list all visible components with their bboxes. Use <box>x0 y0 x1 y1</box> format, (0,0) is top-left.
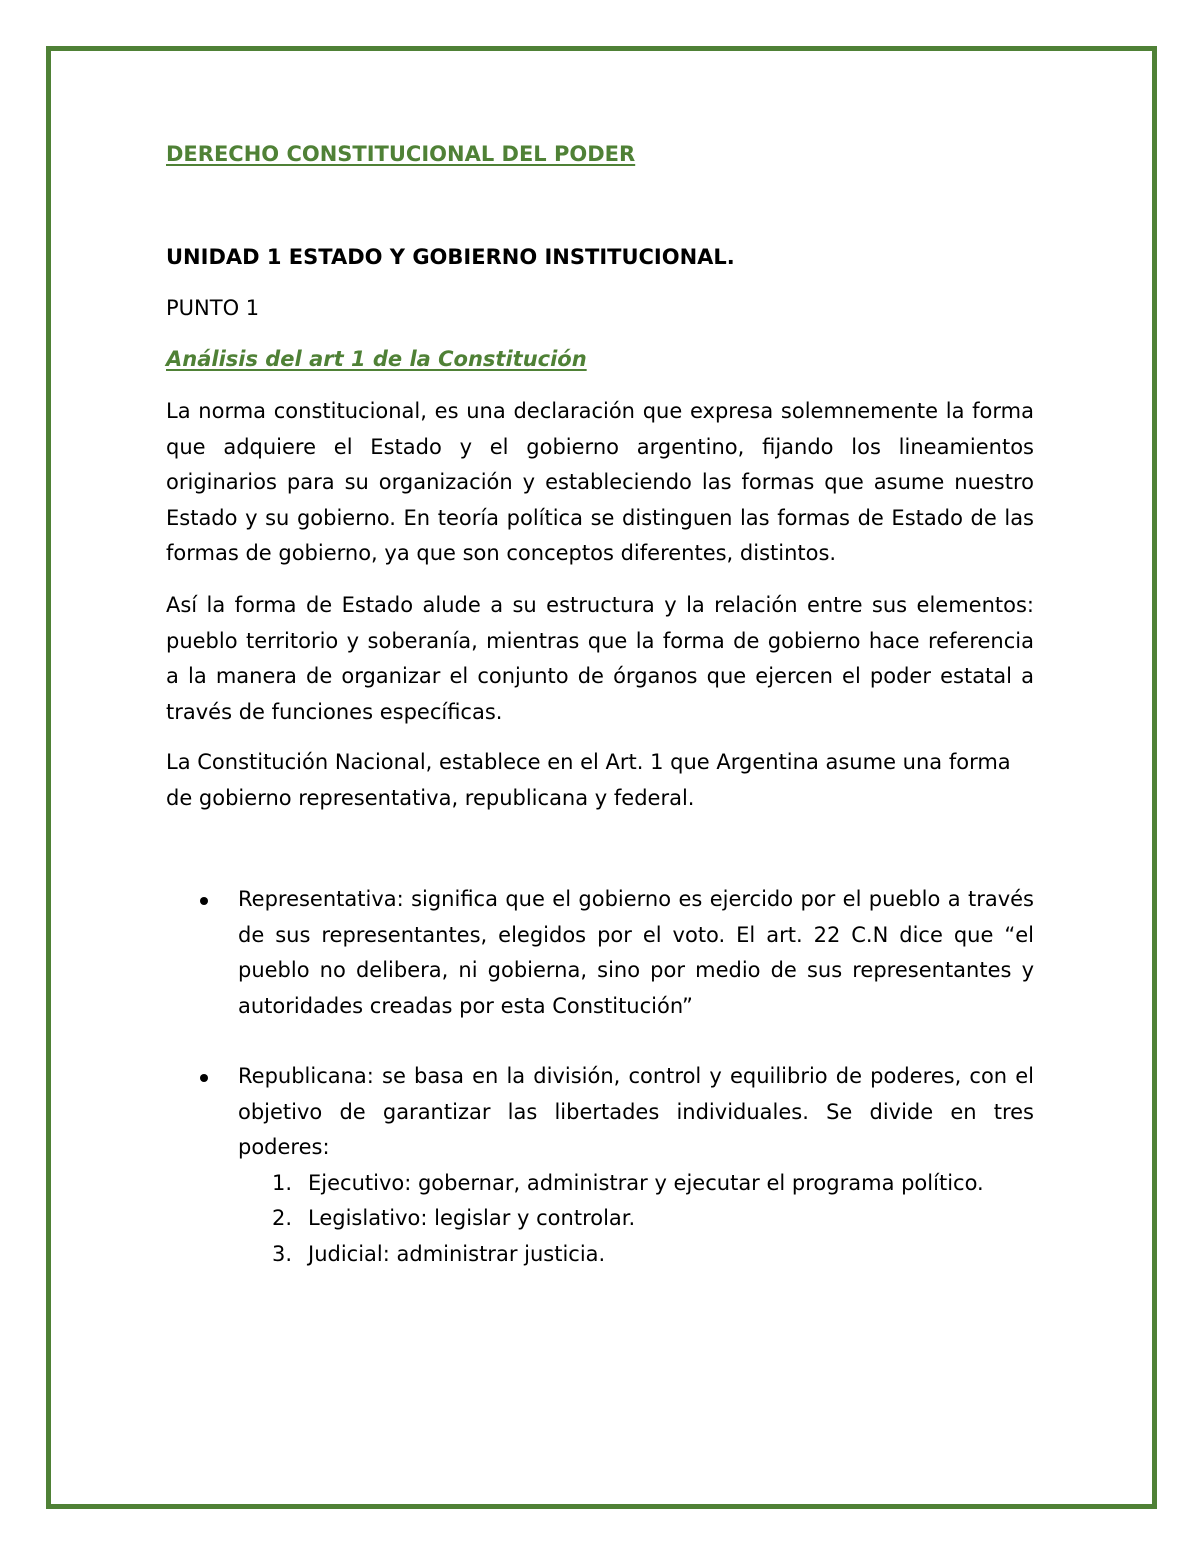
unit-heading: UNIDAD 1 ESTADO Y GOBIERNO INSTITUCIONAL. <box>166 245 735 269</box>
list-number: 1. <box>272 1170 293 1195</box>
paragraph: La norma constitucional, es una declaración que expresa solemnemente la forma que adquiere el Estado y el gobierno argentino, fijando los lineamientos originarios para su organización y estableciendo las formas que asume nuestro Estado y su gobierno. En teoría política se distinguen las formas de Estado de las formas de gobierno, ya que son conceptos diferentes, distintos. <box>166 399 1034 565</box>
bullet-text: Republicana: se basa en la división, control y equilibrio de poderes, con el objetivo de garantizar las libertades individuales. Se divide en tres poderes: <box>238 1064 1034 1159</box>
bullet-item-representativa <box>166 882 1034 1024</box>
section-subtitle: Análisis del art 1 de la Constitución <box>166 347 587 371</box>
list-number: 2. <box>272 1206 293 1230</box>
paragraph: La Constitución Nacional, establece en el Art. 1 que Argentina asume una forma de gobierno representativa, republicana y federal. <box>166 750 1011 810</box>
paragraph: Así la forma de Estado alude a su estructura y la relación entre sus elementos: pueblo territorio y soberanía, mientras que la forma de gobierno hace referencia a la manera de organizar el conjunto de órganos que ejercen el poder estatal a través de funciones específicas. <box>166 593 1034 724</box>
list-text: Judicial: administrar justicia. <box>308 1241 606 1266</box>
list-text: Ejecutivo: gobernar, administrar y ejecutar el programa político. <box>308 1170 984 1195</box>
list-item <box>238 1166 1034 1202</box>
list-item <box>238 1201 1034 1237</box>
bullet-list <box>166 882 1034 1024</box>
list-number: 3. <box>272 1241 293 1266</box>
bullet-icon <box>200 897 208 905</box>
list-text: Legislativo: legislar y controlar. <box>308 1206 636 1230</box>
powers-list <box>238 1166 1034 1273</box>
point-label: PUNTO 1 <box>166 296 260 320</box>
bullet-item-republicana <box>166 1059 1034 1272</box>
list-item <box>238 1237 1034 1273</box>
bullet-icon <box>200 1074 208 1082</box>
document-title: DERECHO CONSTITUCIONAL DEL PODER <box>166 142 636 166</box>
bullet-text: Representativa: significa que el gobierno es ejercido por el pueblo a través de sus representantes, elegidos por el voto. El art. 22 C.N dice que “el pueblo no delibera, ni gobierna, sino por medio de sus representantes y autoridades creadas por esta Constitución” <box>238 887 1034 1018</box>
bullet-list <box>166 1059 1034 1272</box>
